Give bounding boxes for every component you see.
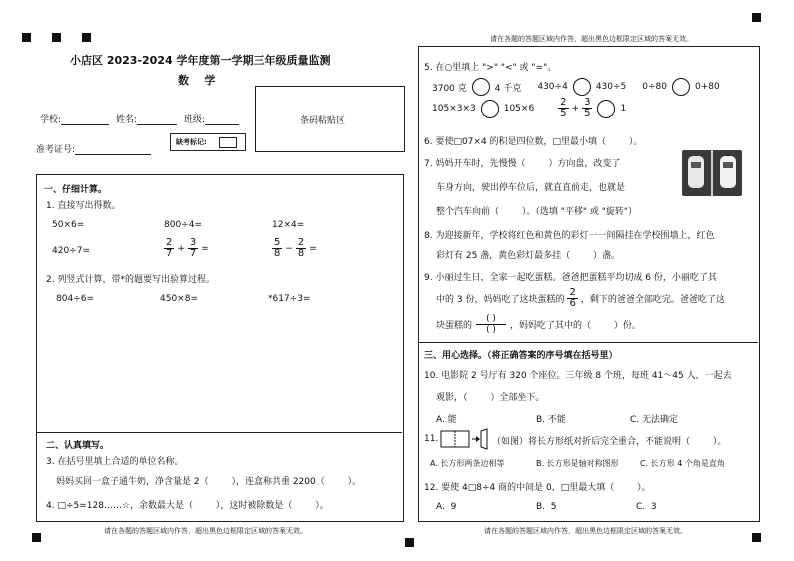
folded-rectangle-figure bbox=[440, 428, 488, 450]
q9-line-1: 9. 小丽过生日，全家一起吃蛋糕。爸爸把蛋糕平均切成 6 份，小丽吃了其 bbox=[424, 273, 717, 283]
absent-checkbox[interactable] bbox=[219, 137, 237, 148]
compare-circle[interactable] bbox=[597, 100, 615, 118]
exam-title: 小店区 2023-2024 学年度第一学期三年级质量监测 bbox=[70, 54, 331, 67]
q9-text: 中的 3 份，妈妈吃了这块蛋糕的 bbox=[436, 295, 565, 305]
registration-mark bbox=[32, 533, 41, 542]
q10-option: A. 能 bbox=[436, 415, 457, 425]
compare-circle[interactable] bbox=[472, 78, 490, 96]
q1-fraction-sub bbox=[272, 238, 317, 259]
denominator: 5 bbox=[560, 108, 567, 119]
registration-mark bbox=[752, 13, 761, 22]
operator: + bbox=[571, 103, 580, 114]
q5-title: 5. 在○里填上 ">" "<" 或 "="。 bbox=[424, 63, 557, 73]
q1-item: 800÷4= bbox=[164, 220, 202, 230]
q9-text: 块蛋糕的 bbox=[436, 321, 473, 331]
q2-title: 2. 列竖式计算，带*的题要写出验算过程。 bbox=[46, 275, 215, 285]
q1-item: 420÷7= bbox=[52, 246, 90, 256]
q8-line-1: 8. 为迎接新年，学校将红色和黄色的彩灯一一间隔挂在学校围墙上，红色 bbox=[424, 231, 715, 241]
subject-title: 数 学 bbox=[178, 74, 216, 87]
numerator: 2 bbox=[297, 237, 305, 248]
numerator: 5 bbox=[274, 237, 281, 248]
section-2-title: 二、认真填写。 bbox=[46, 441, 110, 451]
q10-option: B. 不能 bbox=[536, 415, 566, 425]
q12-option: C. 3 bbox=[636, 502, 657, 512]
compare-circle[interactable] bbox=[573, 78, 591, 96]
q5-expr: 105×3×3 bbox=[432, 103, 476, 114]
name-label: 姓名: bbox=[116, 115, 138, 125]
fraction-blank[interactable]: ( ) ( ) bbox=[476, 314, 506, 335]
q11-number: 11. bbox=[424, 434, 439, 444]
q5-expr: 430÷5 bbox=[595, 82, 627, 92]
q5-expr: 430÷4 bbox=[537, 82, 568, 92]
q5-row-2 bbox=[432, 98, 626, 119]
denominator: 5 bbox=[584, 108, 591, 119]
section-divider bbox=[36, 432, 402, 433]
compare-circle[interactable] bbox=[672, 78, 690, 96]
q12-option: B. 5 bbox=[536, 502, 557, 512]
q9-text: ，妈妈吃了其中的（ ）份。 bbox=[510, 321, 641, 331]
q7-line-3: 整个汽车向前（ ）。（选填 "平移" 或 "旋转"） bbox=[436, 207, 638, 217]
registration-mark bbox=[405, 538, 414, 547]
barcode-area bbox=[255, 86, 405, 152]
denominator: 7 bbox=[166, 248, 173, 259]
q3-question: 妈妈买回一盒子通牛奶，净含量是 2（ ），连盒称共重 2200（ ）。 bbox=[56, 477, 362, 487]
bottom-notice-right: 请在各题的答题区域内作答，超出黑色边框限定区域的答案无效。 bbox=[484, 527, 687, 535]
registration-mark bbox=[22, 33, 31, 42]
denominator: 7 bbox=[189, 248, 197, 259]
equals: = bbox=[309, 243, 317, 254]
class-label: 班级: bbox=[184, 115, 206, 125]
bottom-notice-left: 请在各题的答题区域内作答，超出黑色边框限定区域的答案无效。 bbox=[104, 527, 307, 535]
operator: + bbox=[177, 243, 185, 254]
class-field[interactable] bbox=[184, 112, 239, 125]
section-1-title: 一、仔细计算。 bbox=[44, 185, 108, 195]
q2-item: *617÷3= bbox=[268, 294, 311, 304]
denominator: 8 bbox=[274, 248, 281, 259]
q11-option: B. 长方形是轴对称图形 bbox=[536, 459, 619, 468]
registration-mark bbox=[52, 33, 61, 42]
numerator: 2 bbox=[569, 287, 576, 298]
school-label: 学校: bbox=[40, 115, 62, 125]
q5-expr: 0÷80 bbox=[642, 82, 667, 92]
q1-title: 1. 直接写出得数。 bbox=[46, 201, 121, 211]
left-answer-frame bbox=[36, 174, 404, 522]
q5-expr: 4 千克 bbox=[494, 83, 522, 94]
q4-question: 4. □÷5=128……☆，余数最大是（ ），这时被除数是（ ）。 bbox=[46, 501, 329, 511]
q10-line-2: 观影，（ ）全部坐下。 bbox=[436, 393, 545, 403]
exam-number-field[interactable] bbox=[36, 142, 151, 155]
q7-line-1: 7. 妈妈开车时，先慢慢（ ）方向盘，改变了 bbox=[424, 159, 621, 169]
q5-expr: 3700 克 bbox=[432, 83, 467, 94]
car-icon bbox=[682, 150, 742, 196]
q9-text: ，剩下的爸爸全部吃完。爸爸吃了这 bbox=[580, 295, 725, 305]
q11-option: A. 长方形两条边相等 bbox=[430, 459, 505, 468]
q5-expr: 0+80 bbox=[695, 82, 720, 92]
school-field[interactable] bbox=[40, 112, 109, 125]
denominator: 6 bbox=[569, 298, 576, 309]
q7-line-2: 车身方向，驶出停车位后，就直直前走，也就是 bbox=[436, 183, 626, 193]
q12-question: 12. 要使 4□8÷4 商的中间是 0，□里最大填（ ）。 bbox=[424, 483, 651, 493]
top-notice-right: 请在各题的答题区域内作答，超出黑色边框限定区域的答案无效。 bbox=[490, 35, 693, 43]
q10-option: C. 无法确定 bbox=[630, 415, 679, 425]
absent-label: 缺考标记: bbox=[176, 138, 207, 146]
q2-item: 450×8= bbox=[160, 294, 198, 304]
parking-car-image bbox=[682, 150, 742, 196]
q11-option: C. 长方形 4 个角是直角 bbox=[640, 459, 725, 468]
q1-item: 50×6= bbox=[52, 220, 85, 230]
exam-number-label: 准考证号: bbox=[36, 145, 76, 155]
q9-line-2 bbox=[436, 288, 725, 309]
q5-expr: 1 bbox=[620, 103, 627, 114]
barcode-label: 条码粘贴区 bbox=[300, 116, 346, 126]
numerator: 2 bbox=[166, 237, 173, 248]
q11-question: （如图）将长方形纸对折后完全重合，不能说明（ ）。 bbox=[492, 437, 727, 447]
denominator: 8 bbox=[297, 248, 305, 259]
section-3-title: 三、用心选择。（将正确答案的序号填在括号里） bbox=[424, 351, 618, 361]
q3-title: 3. 在括号里填上合适的单位名称。 bbox=[46, 457, 184, 467]
q5-expr: 105×6 bbox=[503, 103, 535, 114]
q6-question: 6. 要使□07×4 的积是四位数，□里最小填（ ）。 bbox=[424, 137, 643, 147]
equals: = bbox=[201, 243, 209, 254]
compare-circle[interactable] bbox=[481, 100, 499, 118]
operator: − bbox=[285, 243, 293, 254]
q1-fraction-add bbox=[164, 238, 209, 259]
q8-line-2: 彩灯有 25 盏，黄色彩灯最多挂（ ）盏。 bbox=[436, 251, 621, 261]
q9-line-3 bbox=[436, 314, 641, 335]
registration-mark bbox=[752, 533, 761, 542]
numerator: 3 bbox=[189, 237, 197, 248]
q10-line-1: 10. 电影院 2 号厅有 320 个座位。三年级 8 个班，每班 41～45 人，一起去 bbox=[424, 371, 732, 381]
registration-mark bbox=[82, 33, 91, 42]
absent-mark-box bbox=[170, 133, 246, 151]
q1-item: 12×4= bbox=[272, 220, 305, 230]
name-field[interactable] bbox=[116, 112, 177, 125]
numerator: 2 bbox=[560, 97, 567, 108]
section-divider bbox=[418, 342, 758, 343]
numerator: 3 bbox=[584, 97, 591, 108]
q12-option: A. 9 bbox=[436, 502, 457, 512]
q5-row-1 bbox=[432, 78, 720, 96]
q2-item: 804÷6= bbox=[56, 294, 94, 304]
